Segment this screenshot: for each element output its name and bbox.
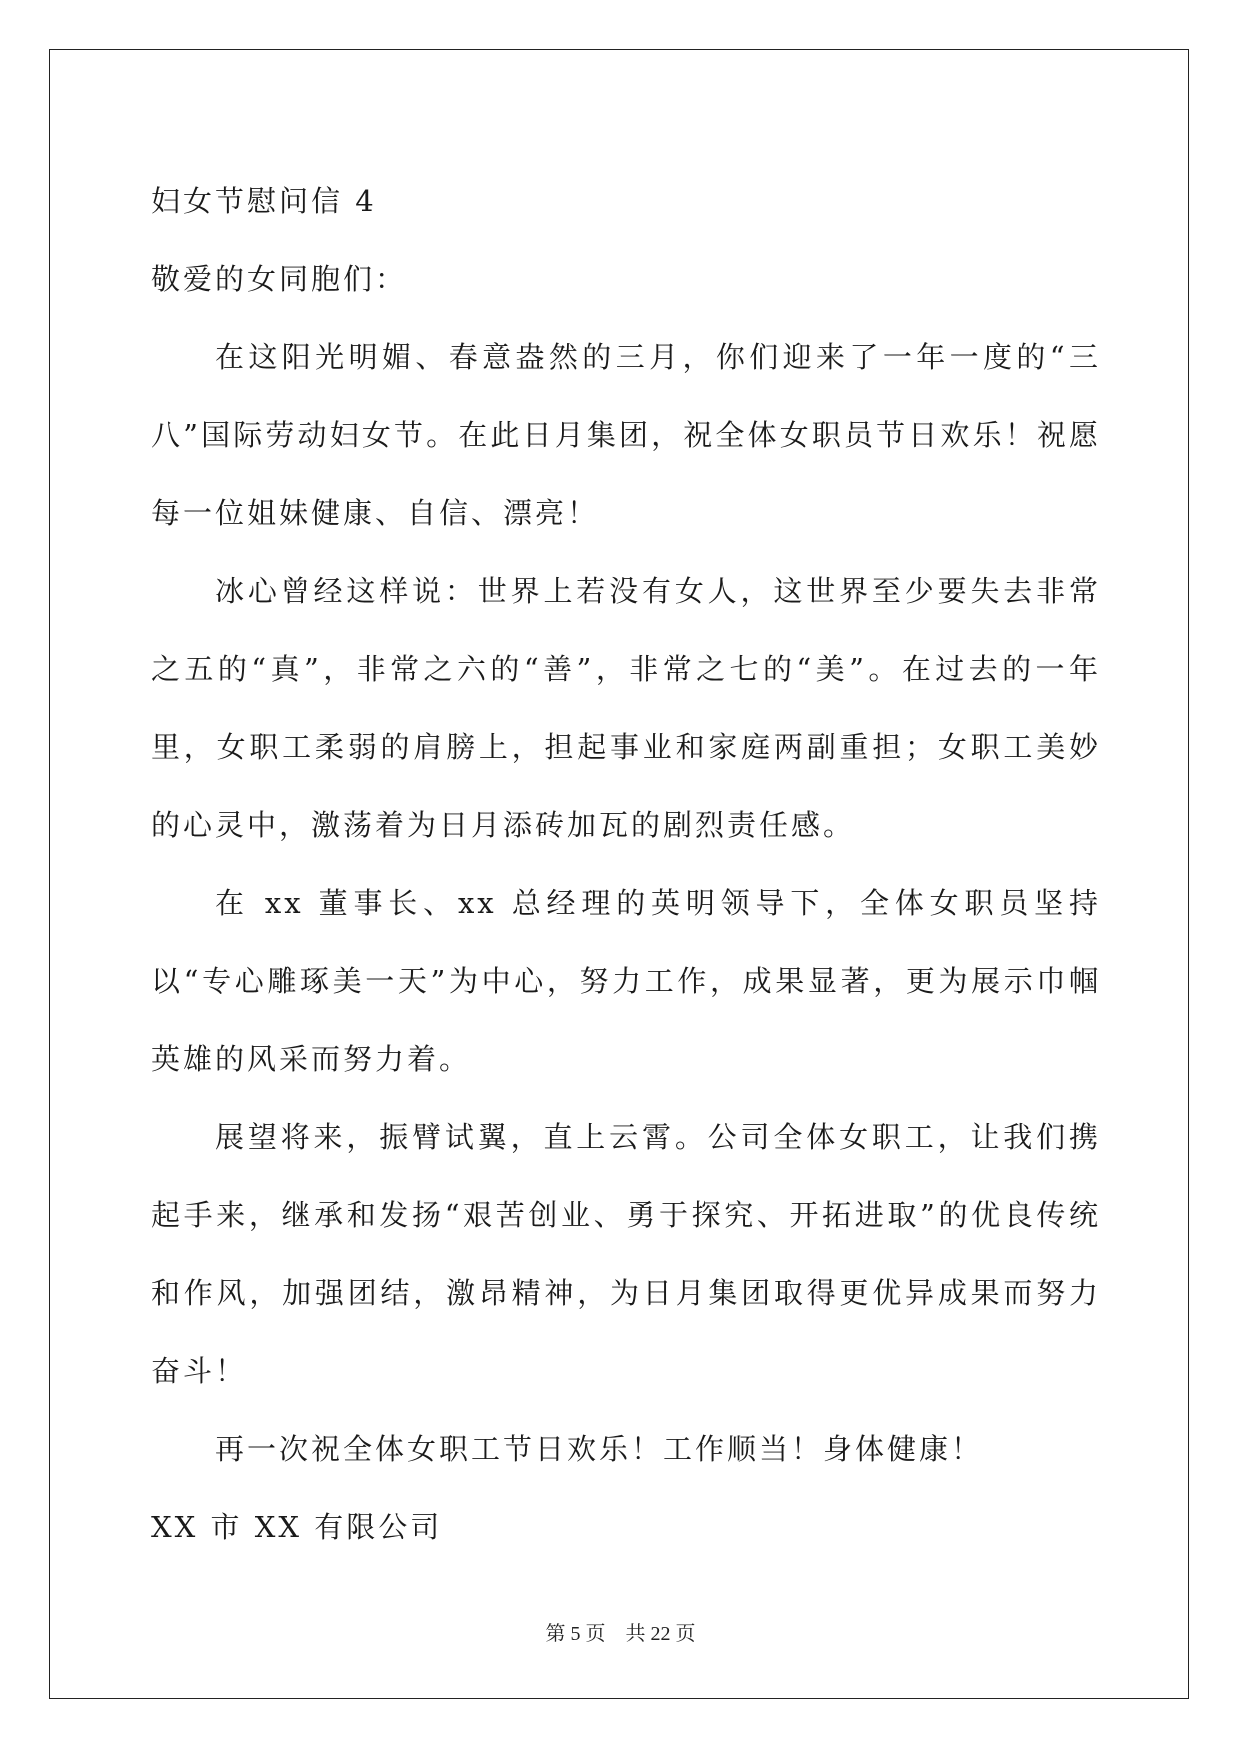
- paragraph-1: 在这阳光明媚、春意盎然的三月，你们迎来了一年一度的“三八”国际劳动妇女节。在此日月集团，祝全体女职员节日欢乐！祝愿每一位姐妹健康、自信、漂亮！: [151, 340, 1101, 530]
- document-title: 妇女节慰问信 4: [151, 184, 377, 218]
- paragraph-5: 再一次祝全体女职工节日欢乐！工作顺当！身体健康！: [215, 1432, 984, 1466]
- paragraph-3: 在 xx 董事长、xx 总经理的英明领导下，全体女职员坚持以“专心雕琢美一天”为中心，努力工作，成果显著，更为展示巾帼英雄的风采而努力着。: [151, 886, 1101, 1076]
- paragraph-4: 展望将来，振臂试翼，直上云霄。公司全体女职工，让我们携起手来，继承和发扬“艰苦创业、勇于探究、开拓进取”的优良传统和作风，加强团结，激昂精神，为日月集团取得更优异成果而努力奋斗！: [151, 1120, 1101, 1388]
- page-number-footer: 第 5 页 共 22 页: [545, 1623, 696, 1645]
- signature: XX 市 XX 有限公司: [151, 1510, 443, 1544]
- salutation: 敬爱的女同胞们：: [151, 262, 408, 296]
- document-body: [151, 162, 1101, 1566]
- paragraph-2: 冰心曾经这样说：世界上若没有女人，这世界至少要失去非常之五的“真”，非常之六的“善”，非常之七的“美”。在过去的一年里，女职工柔弱的肩膀上，担起事业和家庭两副重担；女职工美妙的心灵中，激荡着为日月添砖加瓦的剧烈责任感。: [151, 574, 1101, 842]
